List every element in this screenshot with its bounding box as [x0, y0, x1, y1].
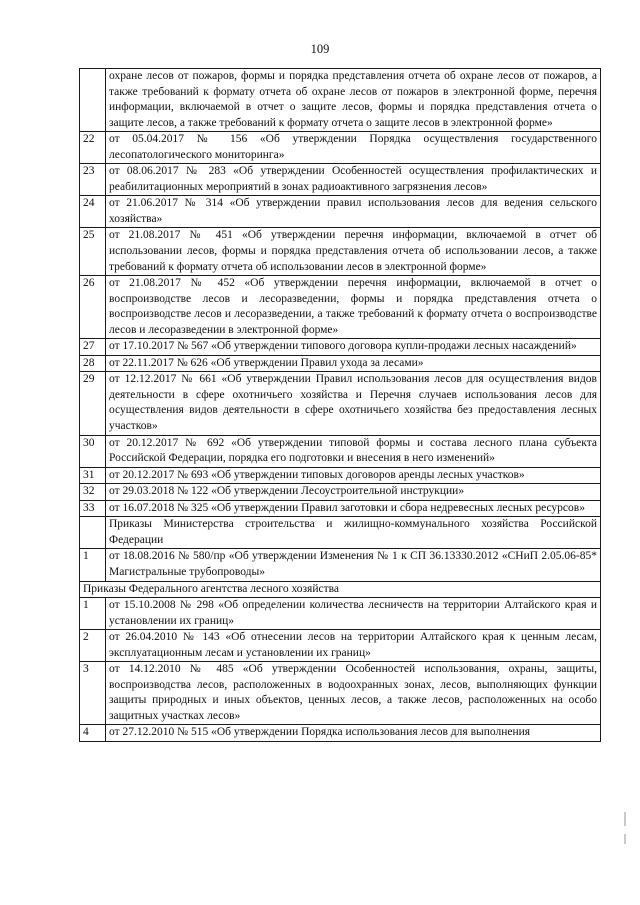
- section-header: Приказы Федерального агентства лесного хозяйства: [80, 581, 601, 598]
- table-row: [80, 339, 601, 356]
- row-text: от 22.11.2017 № 626 «Об утверждении Правил ухода за лесами»: [106, 355, 601, 372]
- row-text: от 16.07.2018 № 325 «Об утверждении Правил заготовки и сбора недревесных лесных ресурсов»: [106, 500, 601, 517]
- row-text: от 14.12.2010 № 485 «Об утверждении Особенностей использования, охраны, защиты, воспроизводства лесов, расположенных в водоохранных зонах, лесов, выполняющих функции защиты природных и иных объектов, ценных лесов, а также лесов, расположенных на особо защитных участках лесов»: [106, 662, 601, 725]
- row-number: [80, 517, 106, 549]
- row-text: от 21.08.2017 № 451 «Об утверждении перечня информации, включаемой в отчет об использовании лесов, формы и порядка представления отчета об использовании лесов, а также требований к формату отчета об использовании лесов в электронной форме»: [106, 228, 601, 276]
- row-text: от 05.04.2017 № 156 «Об утверждении Порядка осуществления государственного лесопатологического мониторинга»: [106, 132, 601, 164]
- row-text: от 26.04.2010 № 143 «Об отнесении лесов на территории Алтайского края к ценным лесам, эксплуатационным лесам и установлении их границ»: [106, 630, 601, 662]
- row-text: охране лесов от пожаров, формы и порядка представления отчета об охране лесов от пожаров, а также требований к формату отчета об охране лесов от пожаров в электронной форме, перечня информации, включаемой в отчет о защите лесов, формы и порядка представления отчета о защите лесов, а также требований к формату отчета о защите лесов в электронной форме»: [106, 69, 601, 132]
- row-number: 29: [80, 372, 106, 435]
- row-number: 25: [80, 228, 106, 276]
- row-number: 1: [80, 549, 106, 581]
- row-number: 24: [80, 196, 106, 228]
- scan-mark: [624, 812, 626, 826]
- table-row: [80, 662, 601, 725]
- row-number: 27: [80, 339, 106, 356]
- table-row: [80, 132, 601, 164]
- row-number: 4: [80, 725, 106, 742]
- row-text: Приказы Министерства строительства и жилищно-коммунального хозяйства Российской Федерации: [106, 517, 601, 549]
- table-row: [80, 467, 601, 484]
- page-number: 109: [310, 42, 330, 56]
- row-number: 2: [80, 630, 106, 662]
- row-text: от 17.10.2017 № 567 «Об утверждении типового договора купли-продажи лесных насаждений»: [106, 339, 601, 356]
- row-text: от 15.10.2008 № 298 «Об определении количества лесничеств на территории Алтайского края и установлении их границ»: [106, 598, 601, 630]
- row-number: 33: [80, 500, 106, 517]
- table-row: [80, 725, 601, 742]
- table-row: [80, 196, 601, 228]
- table-row: [80, 549, 601, 581]
- section-header-row: [80, 581, 601, 598]
- document-table: [79, 68, 601, 742]
- row-text: от 21.06.2017 № 314 «Об утверждении правил использования лесов для ведения сельского хозяйства»: [106, 196, 601, 228]
- table-row: [80, 517, 601, 549]
- row-text: от 18.08.2016 № 580/пр «Об утверждении Изменения № 1 к СП 36.13330.2012 «СНиП 2.05.06-85* Магистральные трубопроводы»: [106, 549, 601, 581]
- table-row: [80, 500, 601, 517]
- row-number: 28: [80, 355, 106, 372]
- table-row: [80, 484, 601, 501]
- table-row: [80, 164, 601, 196]
- row-text: от 20.12.2017 № 692 «Об утверждении типовой формы и состава лесного плана субъекта Российской Федерации, порядка его подготовки и внесения в него изменений»: [106, 435, 601, 467]
- table-row: [80, 630, 601, 662]
- row-number: 23: [80, 164, 106, 196]
- row-text: от 29.03.2018 № 122 «Об утверждении Лесоустроительной инструкции»: [106, 484, 601, 501]
- row-number: 3: [80, 662, 106, 725]
- scan-mark: [624, 834, 626, 844]
- table-row: [80, 276, 601, 339]
- row-number: 32: [80, 484, 106, 501]
- table-row: [80, 355, 601, 372]
- row-text: от 08.06.2017 № 283 «Об утверждении Особенностей осуществления профилактических и реабилитационных мероприятий в зонах радиоактивного загрязнения лесов»: [106, 164, 601, 196]
- row-number: 30: [80, 435, 106, 467]
- row-text: от 20.12.2017 № 693 «Об утверждении типовых договоров аренды лесных участков»: [106, 467, 601, 484]
- table-row: [80, 69, 601, 132]
- row-number: [80, 69, 106, 132]
- table-row: [80, 228, 601, 276]
- row-text: от 27.12.2010 № 515 «Об утверждении Порядка использования лесов для выполнения: [106, 725, 601, 742]
- row-number: 31: [80, 467, 106, 484]
- row-text: от 12.12.2017 № 661 «Об утверждении Правил использования лесов для осуществления видов деятельности в сфере охотничьего хозяйства и Перечня случаев использования лесов для осуществления видов деятельности в сфере охотничьего хозяйства без предоставления лесных участков»: [106, 372, 601, 435]
- row-number: 1: [80, 598, 106, 630]
- row-number: 26: [80, 276, 106, 339]
- table-row: [80, 435, 601, 467]
- row-text: от 21.08.2017 № 452 «Об утверждении перечня информации, включаемой в отчет о воспроизводстве лесов и лесоразведении, формы и порядка представления отчета о воспроизводстве лесов и лесоразведении, а также требований к формату отчета о воспроизводстве лесов и лесоразведении в электронной форме»: [106, 276, 601, 339]
- table-row: [80, 598, 601, 630]
- row-number: 22: [80, 132, 106, 164]
- table-row: [80, 372, 601, 435]
